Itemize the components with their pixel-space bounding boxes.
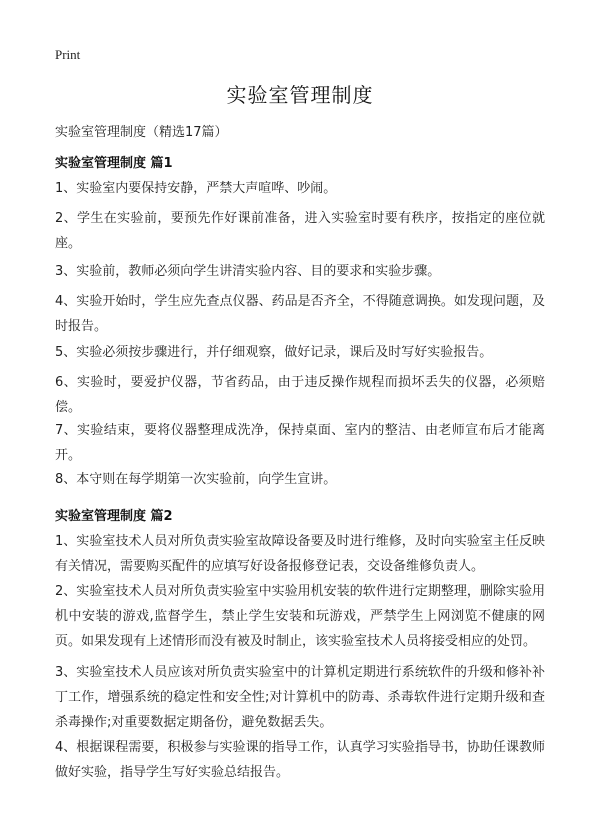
section-heading-2: 实验室管理制度 篇2 (55, 509, 173, 524)
print-label: Print (55, 47, 81, 62)
page-title: 实验室管理制度 (226, 83, 374, 107)
paragraph: 4、实验开始时，学生应先查点仪器、药品是否齐全，不得随意调换。如发现问题，及时报告。 (55, 294, 545, 334)
paragraph: 2、学生在实验前，要预先作好课前准备，进入实验室时要有秩序，按指定的座位就座。 (55, 211, 545, 251)
paragraph: 2、实验室技术人员对所负责实验室中实验用机安装的软件进行定期整理，删除实验用机中安装的游戏,监督学生，禁止学生安装和玩游戏，严禁学生上网浏览不健康的网页。如果发现有上述情形而没有被及时制止，该实验室技术人员将接受相应的处罚。 (55, 584, 545, 649)
section-heading-1: 实验室管理制度 篇1 (55, 156, 173, 171)
paragraph: 5、实验必须按步骤进行，并仔细观察，做好记录，课后及时写好实验报告。 (55, 345, 493, 360)
paragraph: 1、实验室技术人员对所负责实验室故障设备要及时进行维修，及时向实验室主任反映有关情况，需要购买配件的应填写好设备报修登记表，交设备维修负责人。 (55, 534, 545, 574)
paragraph: 3、实验前，教师必须向学生讲清实验内容、目的要求和实验步骤。 (55, 264, 441, 279)
paragraph: 6、实验时，要爱护仪器，节省药品，由于违反操作规程而损坏丢失的仪器，必须赔偿。 (55, 375, 545, 415)
document-subtitle: 实验室管理制度（精选17篇） (55, 125, 228, 140)
paragraph: 7、实验结束，要将仪器整理成洗净，保持桌面、室内的整洁、由老师宣布后才能离开。 (55, 423, 545, 463)
paragraph: 4、根据课程需要，积极参与实验课的指导工作，认真学习实验指导书，协助任课教师做好实验，指导学生写好实验总结报告。 (55, 740, 545, 780)
paragraph: 1、实验室内要保持安静，严禁大声喧哗、吵闹。 (55, 181, 337, 196)
paragraph: 3、实验室技术人员应该对所负责实验室中的计算机定期进行系统软件的升级和修补补丁工作，增强系统的稳定性和安全性;对计算机中的防毒、杀毒软件进行定期升级和查杀毒操作;对重要数据定期备份，避免数据丢失。 (55, 665, 545, 730)
paragraph: 8、本守则在每学期第一次实验前，向学生宣讲。 (55, 472, 337, 487)
